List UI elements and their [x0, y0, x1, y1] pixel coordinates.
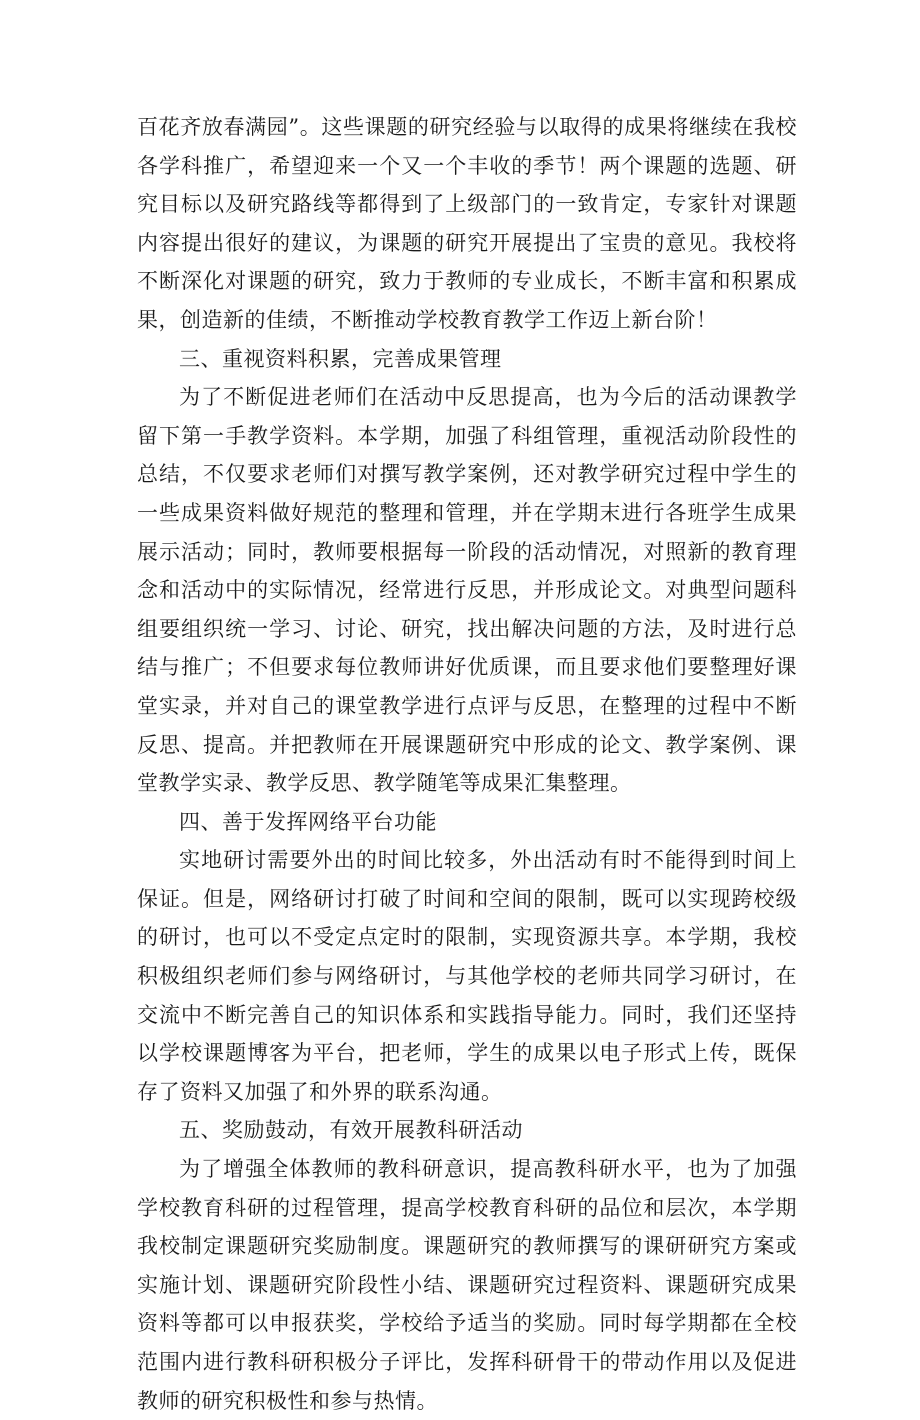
section-heading-3: 三、重视资料积累，完善成果管理	[179, 346, 502, 371]
paragraph-section-3: 为了不断促进老师们在活动中反思提高，也为今后的活动课教学留下第一手教学资料。本学期，加强了科组管理，重视活动阶段性的总结，不仅要求老师们对撰写教学案例，还对教学研究过程中学生的一些成果资料做好规范的整理和管理，并在学期末进行各班学生成果展示活动；同时，教师要根据每一阶段的活动情况，对照新的教育理念和活动中的实际情况，经常进行反思，并形成论文。对典型问题科组要组织统一学习、讨论、研究，找出解决问题的方法，及时进行总结与推广；不但要求每位教师讲好优质课，而且要求他们要整理好课堂实录，并对自己的课堂教学进行点评与反思，在整理的过程中不断反思、提高。并把教师在开展课题研究中形成的论文、教学案例、课堂教学实录、教学反思、教学随笔等成果汇集整理。	[137, 385, 797, 796]
paragraph-section-4: 实地研讨需要外出的时间比较多，外出活动有时不能得到时间上保证。但是，网络研讨打破了时间和空间的限制，既可以实现跨校级的研讨，也可以不受定点定时的限制，实现资源共享。本学期，我校积极组织老师们参与网络研讨，与其他学校的老师共同学习研讨，在交流中不断完善自己的知识体系和实践指导能力。同时，我们还坚持以学校课题博客为平台，把老师，学生的成果以电子形式上传，既保存了资料又加强了和外界的联系沟通。	[137, 848, 797, 1104]
section-heading-5: 五、奖励鼓动，有效开展教科研活动	[179, 1118, 523, 1143]
paragraph-continuation: 百花齐放春满园”。这些课题的研究经验与以取得的成果将继续在我校各学科推广，希望迎来一个又一个丰收的季节！两个课题的选题、研究目标以及研究路线等都得到了上级部门的一致肯定，专家针对课题内容提出很好的建议，为课题的研究开展提出了宝贵的意见。我校将不断深化对课题的研究，致力于教师的专业成长，不断丰富和积累成果，创造新的佳绩，不断推动学校教育教学工作迈上新台阶！	[137, 115, 797, 332]
document-body	[137, 108, 797, 1420]
section-heading-4: 四、善于发挥网络平台功能	[179, 809, 437, 834]
paragraph-section-5: 为了增强全体教师的教科研意识，提高教科研水平，也为了加强学校教育科研的过程管理，提高学校教育科研的品位和层次，本学期我校制定课题研究奖励制度。课题研究的教师撰写的课研研究方案或实施计划、课题研究阶段性小结、课题研究过程资料、课题研究成果资料等都可以申报获奖，学校给予适当的奖励。同时每学期都在全校范围内进行教科研积极分子评比，发挥科研骨干的带动作用以及促进教师的研究积极性和参与热情。	[137, 1157, 797, 1413]
